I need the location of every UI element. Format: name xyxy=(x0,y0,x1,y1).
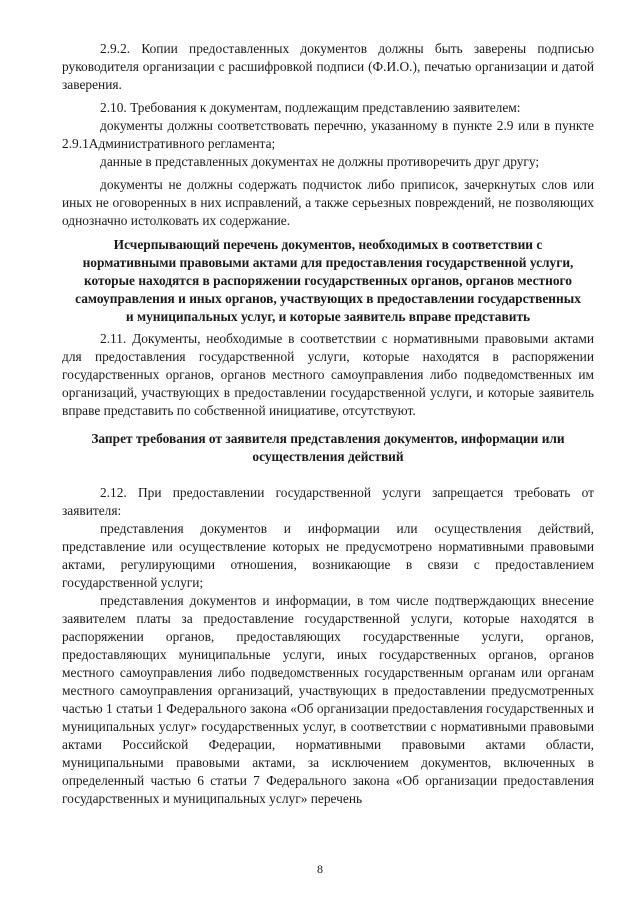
paragraph-requirement-2: данные в представленных документах не должны противоречить друг другу; xyxy=(100,154,540,169)
page-number: 8 xyxy=(317,862,323,876)
paragraph-2-10: 2.10. Требования к документам, подлежащим представлению заявителем: xyxy=(100,100,521,115)
document-page xyxy=(62,40,594,808)
paragraph-2-11: 2.11. Документы, необходимые в соответствии с нормативными правовыми актами для предоставления государственной услуги, которые находятся в распоряжении государственных органов, органов местного самоуправления либо подведомственных им организаций, участвующих в предоставлении государственной услуги, и которые заявитель вправе представить по собственной инициативе, отсутствуют. xyxy=(62,331,594,418)
paragraph-2-12: 2.12. При предоставлении государственной услуги запрещается требовать от заявителя: xyxy=(62,485,594,518)
paragraph-requirement-3: документы не должны содержать подчисток либо приписок, зачеркнутых слов или иных не оговоренных в них исправлений, а также серьезных повреждений, не позволяющих однозначно истолковать их содержание. xyxy=(62,177,594,228)
section-heading-prohibition: Запрет требования от заявителя представления документов, информации или осуществления действий xyxy=(91,431,565,464)
paragraph-2-9-2: 2.9.2. Копии предоставленных документов должны быть заверены подписью руководителя организации с расшифровкой подписи (Ф.И.О.), печатью организации и датой заверения. xyxy=(62,41,594,92)
section-heading-documents-list: Исчерпывающий перечень документов, необходимых в соответствии с нормативными правовыми актами для предоставления государственной услуги, которые находятся в распоряжении государственных органов, органов местного самоуправления и иных органов, участвующих в предоставлении государственных и муниципальных услуг, и которые заявитель вправе представить xyxy=(75,237,581,324)
paragraph-prohibition-2: представления документов и информации, в том числе подтверждающих внесение заявителем платы за предоставление государственной услуги, которые находятся в распоряжении органов, предоставляющих государственные услуги, органов, предоставляющих муниципальные услуги, иных государственных органов, органов местного самоуправления либо подведомственных государственным органам или органам местного самоуправления организаций, участвующих в предоставлении предусмотренных частью 1 статьи 1 Федерального закона «Об организации предоставления государственных и муниципальных услуг» государственных услуг, в соответствии с нормативными правовыми актами Российской Федерации, нормативными правовыми актами области, муниципальными правовыми актами, за исключением документов, включенных в определенный частью 6 статьи 7 Федерального закона «Об организации предоставления государственных и муниципальных услуг» перечень xyxy=(62,593,594,806)
paragraph-prohibition-1: представления документов и информации или осуществления действий, представление или осуществление которых не предусмотрено нормативными правовыми актами, регулирующими отношения, возникающие в связи с предоставлением государственной услуги; xyxy=(62,521,594,590)
paragraph-requirement-1: документы должны соответствовать перечню, указанному в пункте 2.9 или в пункте 2.9.1Административного регламента; xyxy=(62,118,594,151)
